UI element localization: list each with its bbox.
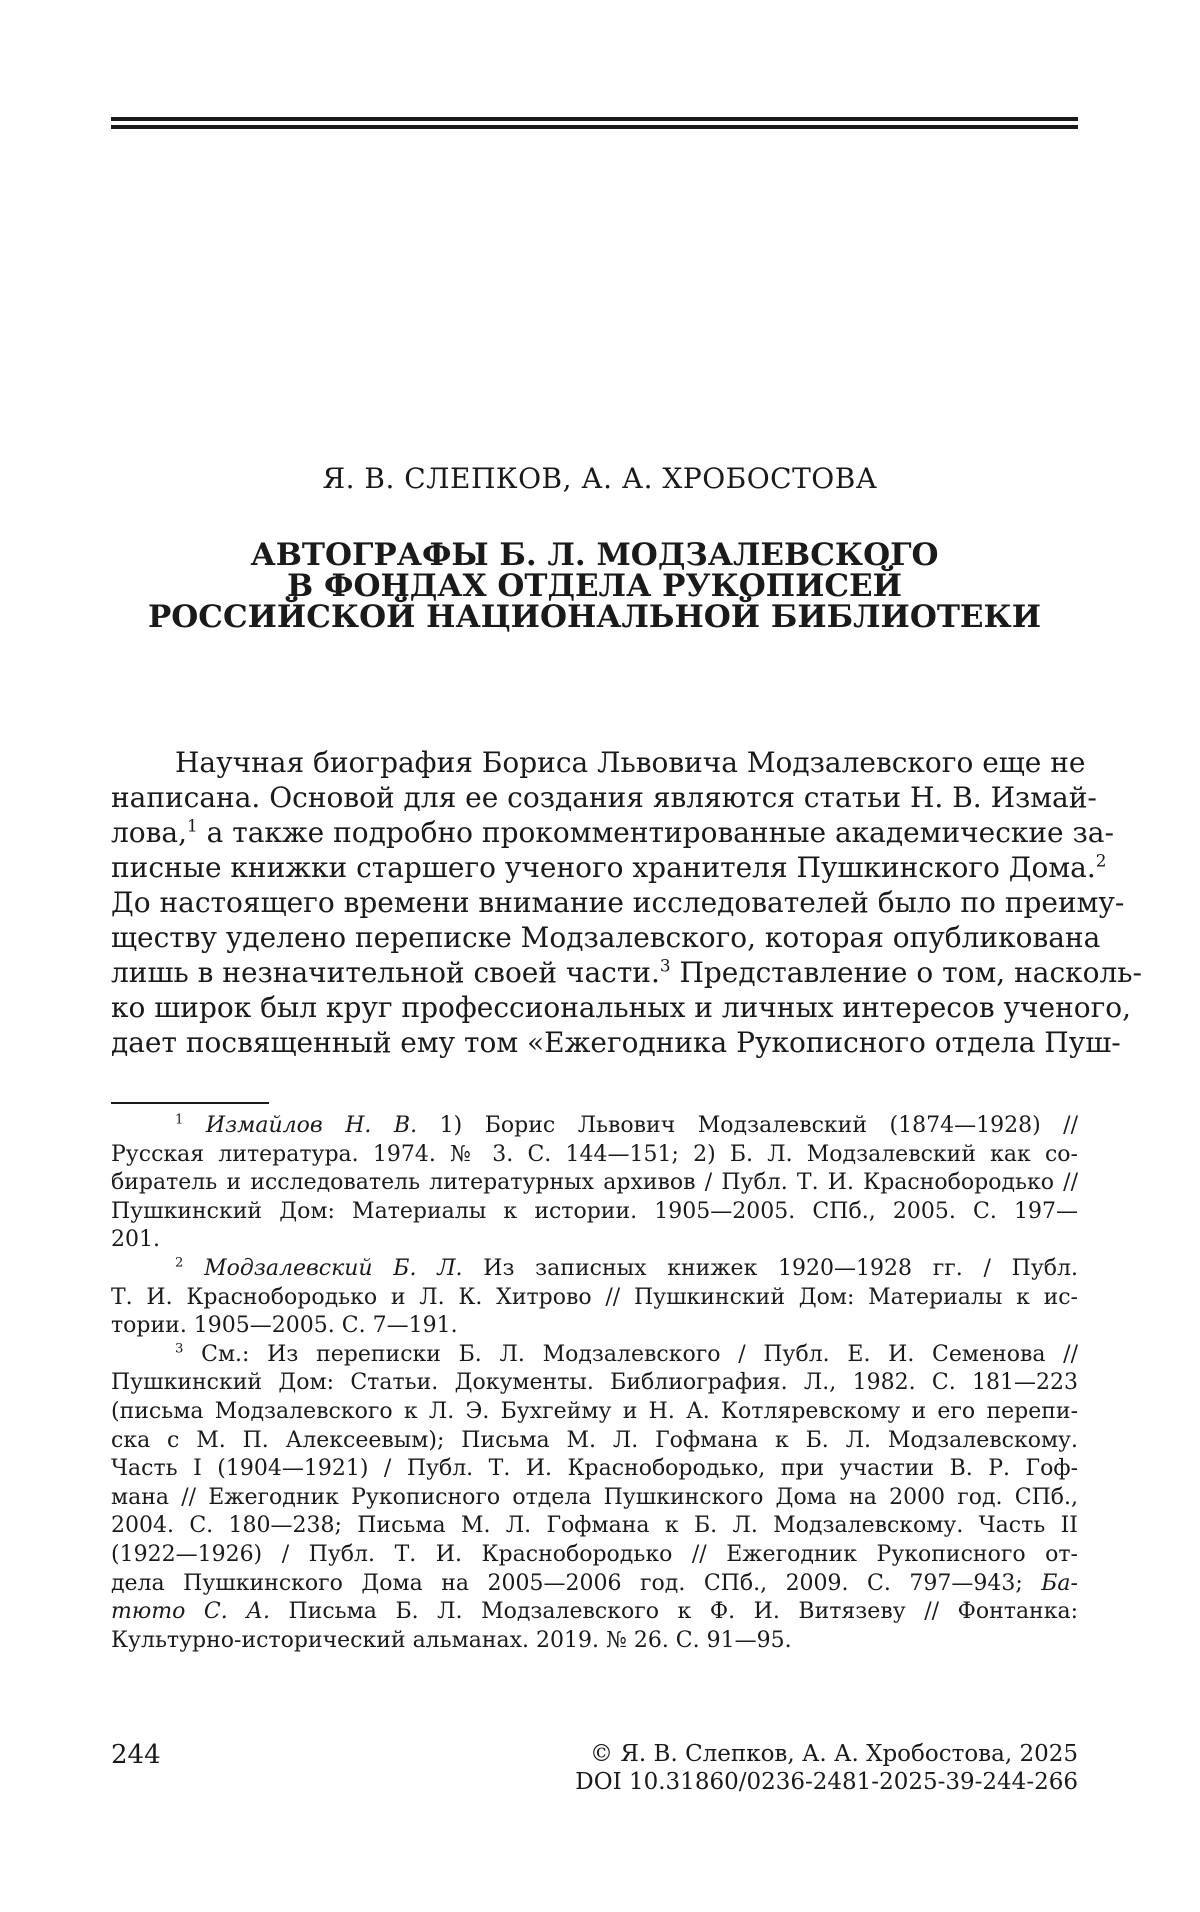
footnote-line: тории. 1905—2005. С. 7—191.: [111, 1313, 458, 1339]
body-line: писные книжки старшего ученого хранителя Пушкинского Дома.$^2$: [111, 850, 1107, 884]
footnote-line: Русская литература. 1974. № 3. С. 144—151; 2) Б. Л. Модзалевский как со-: [111, 1141, 1078, 1167]
body-line: лова,$^1$ а также подробно прокомментированные академические за-: [111, 815, 1114, 849]
footnote-line: биратель и исследователь литературных архивов / Публ. Т. И. Краснобородько //: [111, 1170, 1078, 1196]
footnote-line: Часть I (1904—1921) / Публ. Т. И. Краснобородько, при участии В. Р. Гоф-: [111, 1456, 1078, 1482]
title-line-3: РОССИЙСКОЙ НАЦИОНАЛЬНОЙ БИБЛИОТЕКИ: [147, 599, 1042, 635]
footnote-1: $^1$ Измайлов Н. В. 1) Борис Львович Модзалевский (1874—1928) //: [175, 1112, 1079, 1138]
footnote-line: 2004. С. 180—238; Письма М. Л. Гофмана к Б. Л. Модзалевскому. Часть II: [111, 1513, 1078, 1539]
footnote-line: дела Пушкинского Дома на 2005—2006 год. СПб., 2009. С. 797—943; Ба-: [111, 1570, 1078, 1596]
header-double-rule-top: [111, 117, 1078, 121]
footnote-line: ска с М. П. Алексеевым); Письма М. Л. Гофмана к Б. Л. Модзалевскому.: [111, 1427, 1078, 1453]
footnote-ref-2[interactable]: 2: [1095, 850, 1107, 871]
article-authors: Я. В. СЛЕПКОВ, А. А. ХРОБОСТОВА: [322, 462, 878, 495]
footnote-line: Пушкинский Дом: Статьи. Документы. Библиография. Л., 1982. С. 181—223: [111, 1370, 1078, 1396]
body-line: лишь в незначительной своей части.$^3$ Представление о том, насколь-: [111, 955, 1142, 989]
footnote-ref-3[interactable]: 3: [659, 955, 671, 976]
header-double-rule-bottom: [111, 125, 1078, 129]
body-paragraph: [111, 745, 1142, 1060]
footnote-line: Пушкинский Дом: Материалы к истории. 1905—2005. СПб., 2005. С. 197—: [111, 1198, 1078, 1224]
footnote-separator: [111, 1102, 269, 1104]
footnotes: [111, 1112, 1078, 1655]
footnote-line: 201.: [111, 1227, 160, 1253]
footnote-3: $^3$ См.: Из переписки Б. Л. Модзалевского / Публ. Е. И. Семенова //: [175, 1341, 1078, 1367]
body-line: Научная биография Бориса Львовича Модзалевского еще не: [175, 746, 1086, 779]
copyright-notice: © Я. В. Слепков, А. А. Хробостова, 2025: [590, 1741, 1078, 1767]
title-line-1: АВТОГРАФЫ Б. Л. МОДЗАЛЕВСКОГО: [250, 537, 939, 573]
footnote-ref-1[interactable]: 1: [187, 815, 198, 836]
footnote-line: (письма Модзалевского к Л. Э. Бухгейму и Н. А. Котляревскому и его перепи-: [111, 1398, 1078, 1424]
body-line: До настоящего времени внимание исследователей было по преиму-: [111, 886, 1125, 919]
footnote-line: Т. И. Краснобородько и Л. К. Хитрово // Пушкинский Дом: Материалы к ис-: [111, 1284, 1078, 1310]
footnote-line: Культурно-исторический альманах. 2019. № 26. С. 91—95.: [111, 1627, 792, 1653]
body-line: ко широк был круг профессиональных и личных интересов ученого,: [111, 991, 1132, 1024]
body-line: написана. Основой для ее создания являются статьи Н. В. Измай-: [111, 781, 1097, 814]
copyright-block: [575, 1740, 1078, 1796]
title-line-2: В ФОНДАХ ОТДЕЛА РУКОПИСЕЙ: [287, 568, 902, 604]
body-line: дает посвященный ему том «Ежегодника Рукописного отдела Пуш-: [111, 1026, 1121, 1059]
footnote-line: тюто С. А. Письма Б. Л. Модзалевского к Ф. И. Витязеву // Фонтанка:: [111, 1599, 1078, 1625]
footnote-line: (1922—1926) / Публ. Т. И. Краснобородько // Ежегодник Рукописного от-: [111, 1541, 1078, 1567]
article-title: [111, 537, 1078, 635]
page-number: 244: [111, 1740, 161, 1770]
footnote-2: $^2$ Модзалевский Б. Л. Из записных книжек 1920—1928 гг. / Публ.: [175, 1255, 1078, 1281]
doi[interactable]: DOI 10.31860/0236-2481-2025-39-244-266: [575, 1769, 1078, 1795]
body-line: ществу уделено переписке Модзалевского, которая опубликована: [111, 921, 1101, 954]
footnote-line: мана // Ежегодник Рукописного отдела Пушкинского Дома на 2000 год. СПб.,: [111, 1484, 1078, 1510]
